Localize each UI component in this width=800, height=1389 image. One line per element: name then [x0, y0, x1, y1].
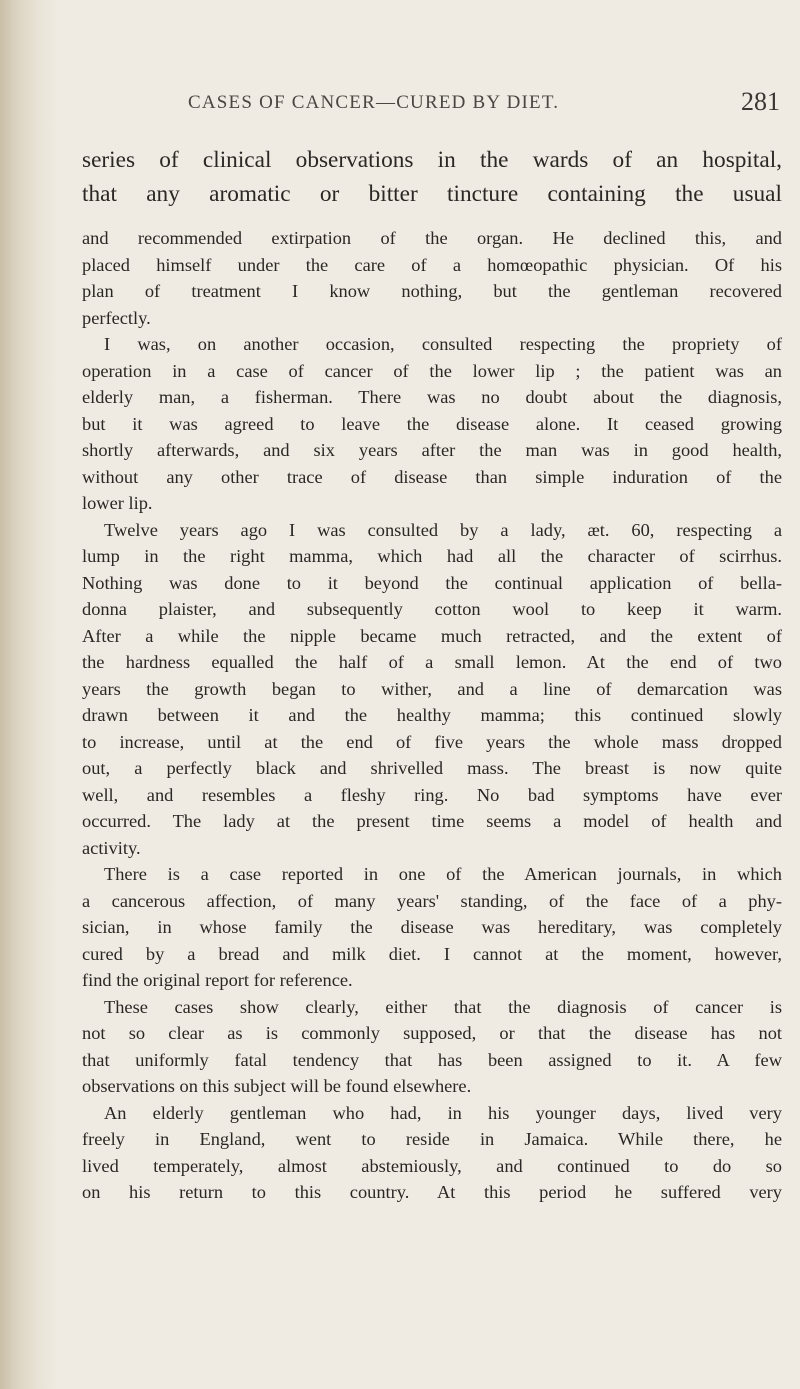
text-line: but it was agreed to leave the disease alone. It ceased growing: [82, 413, 782, 434]
text-line: operation in a case of cancer of the lower lip ; the patient was an: [82, 360, 782, 381]
text-line: years the growth began to wither, and a line of demarcation was: [82, 678, 782, 699]
book-gutter-shadow: [0, 0, 58, 1389]
text-line: lump in the right mamma, which had all the character of scirrhus.: [82, 546, 782, 566]
text-line: cured by a bread and milk diet. I cannot at the moment, however,: [82, 943, 782, 964]
text-line: occurred. The lady at the present time seems a model of health and: [82, 811, 782, 831]
lead-paragraph: [82, 143, 782, 211]
text-line: An elderly gentleman who had, in his younger days, lived very: [104, 1102, 782, 1123]
text-line: shortly afterwards, and six years after the man was in good health,: [82, 440, 782, 460]
text-line: sician, in whose family the disease was hereditary, was completely: [82, 917, 782, 937]
text-line: not so clear as is commonly supposed, or that the disease has not: [82, 1023, 782, 1043]
text-line: activity.: [82, 837, 141, 858]
text-line: There is a case reported in one of the American journals, in which: [104, 864, 782, 884]
text-line: lower lip.: [82, 493, 153, 513]
text-line: plan of treatment I know nothing, but the gentleman recovered: [82, 281, 782, 301]
text-line: Nothing was done to it beyond the continual application of bella-: [82, 572, 782, 593]
text-line: find the original report for reference.: [82, 970, 353, 990]
text-line: After a while the nipple became much retracted, and the extent of: [82, 625, 782, 646]
text-line: that any aromatic or bitter tincture containing the usual: [82, 181, 782, 207]
text-line: placed himself under the care of a homœopathic physician. Of his: [82, 254, 782, 275]
text-line: on his return to this country. At this period he suffered very: [82, 1182, 782, 1202]
text-line: well, and resembles a fleshy ring. No bad symptoms have ever: [82, 784, 782, 805]
running-head: CASES OF CANCER—CURED BY DIET.: [188, 92, 560, 113]
text-line: donna plaister, and subsequently cotton wool to keep it warm.: [82, 599, 782, 619]
page-number: 281: [741, 87, 780, 116]
text-line: perfectly.: [82, 307, 151, 328]
text-line: Twelve years ago I was consulted by a lady, æt. 60, respecting a: [104, 519, 782, 540]
text-line: freely in England, went to reside in Jamaica. While there, he: [82, 1129, 782, 1149]
text-line: elderly man, a fisherman. There was no doubt about the diagnosis,: [82, 387, 782, 407]
text-line: a cancerous affection, of many years' standing, of the face of a phy-: [82, 890, 782, 911]
text-line: series of clinical observations in the wards of an hospital,: [82, 147, 782, 173]
text-line: lived temperately, almost abstemiously, and continued to do so: [82, 1155, 782, 1176]
text-line: observations on this subject will be found elsewhere.: [82, 1076, 472, 1096]
text-line: to increase, until at the end of five years the whole mass dropped: [82, 731, 782, 752]
text-line: I was, on another occasion, consulted respecting the propriety of: [104, 334, 782, 354]
text-line: out, a perfectly black and shrivelled mass. The breast is now quite: [82, 758, 782, 778]
text-line: the hardness equalled the half of a small lemon. At the end of two: [82, 652, 782, 672]
book-page: [70, 0, 792, 1389]
text-line: These cases show clearly, either that the diagnosis of cancer is: [104, 996, 782, 1017]
text-line: and recommended extirpation of the organ. He declined this, and: [82, 228, 782, 248]
text-line: drawn between it and the healthy mamma; this continued slowly: [82, 705, 782, 725]
body-text: [82, 225, 782, 1206]
page-header: [70, 87, 792, 122]
text-line: without any other trace of disease than simple induration of the: [82, 466, 782, 487]
text-line: that uniformly fatal tendency that has been assigned to it. A few: [82, 1049, 782, 1070]
